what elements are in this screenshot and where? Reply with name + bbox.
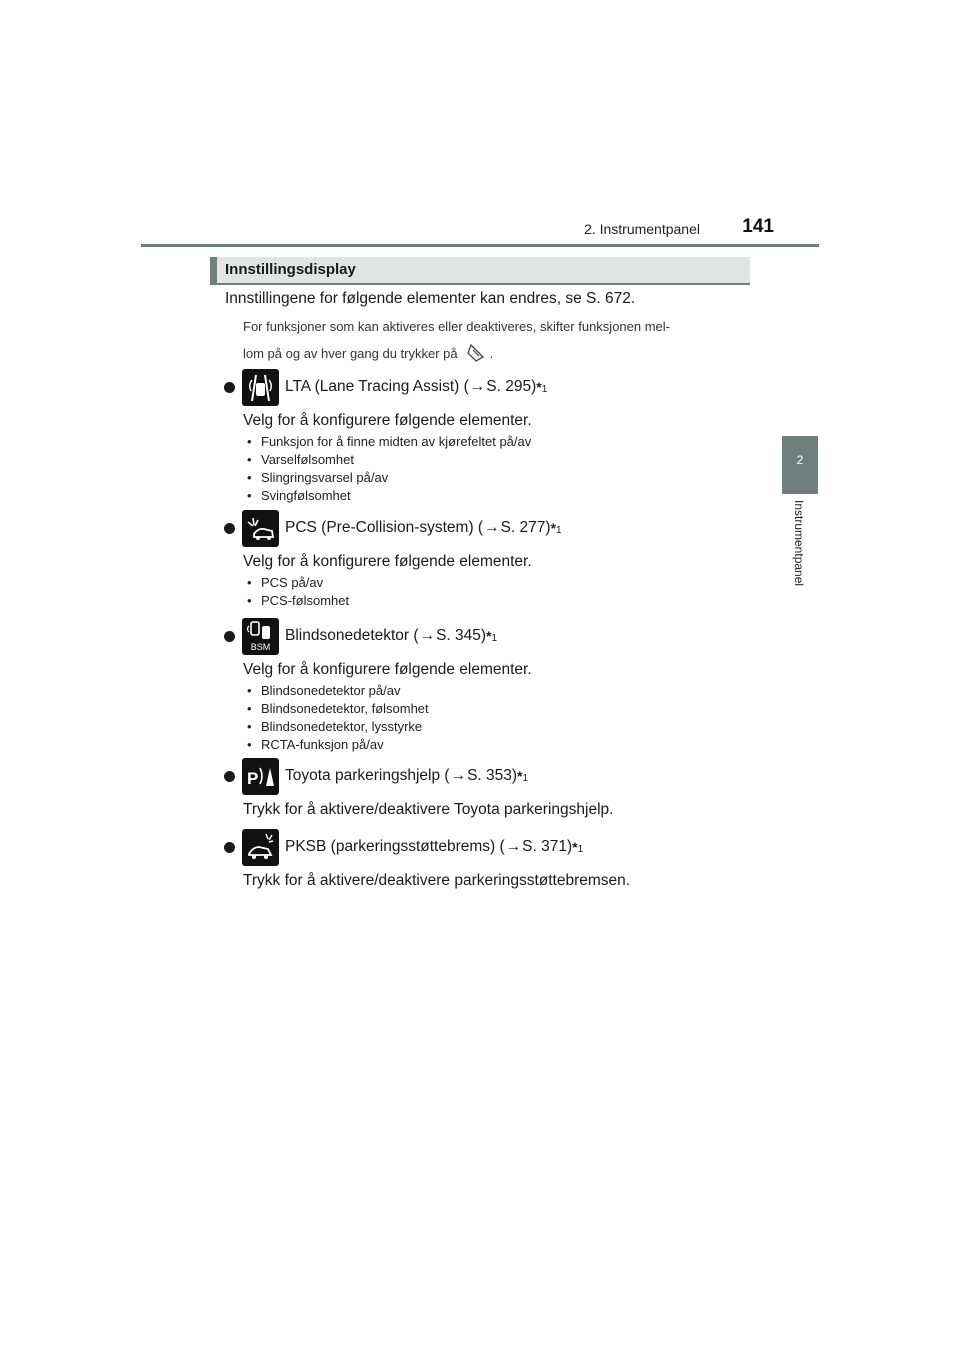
chapter-number: 2 [796, 453, 804, 467]
bullet [224, 382, 235, 393]
bullet [224, 523, 235, 534]
bullet [224, 842, 235, 853]
item-description: Velg for å konfigurere følgende elementer. [243, 661, 532, 678]
list-item-parking-assist: P Toyota parkeringshjelp ( → S. 353) *1 Trykk for å aktivere/deaktivere Toyota parkeringshjelp. [224, 757, 764, 819]
svg-text:P: P [247, 768, 259, 788]
note-line-2: lom på og av hver gang du trykker på . [243, 343, 763, 363]
touch-control-icon [466, 343, 486, 363]
note-line-1: For funksjoner som kan aktiveres eller deaktiveres, skifter funksjonen mel- [243, 319, 671, 334]
sub-list [243, 682, 764, 754]
list-item-lta: LTA (Lane Tracing Assist) ( → S. 295) *1 Velg for å konfigurere følgende elementer. • Funksjon for å finne midten av kjørefeltet på/av • Varselfølsomhet • Slingringsvarsel på/av • Svingfølsomhet [224, 368, 764, 505]
sub-list [243, 574, 764, 610]
bullet [224, 631, 235, 642]
blind-spot-icon [242, 618, 279, 655]
parking-brake-support-icon [242, 829, 279, 866]
parking-assist-icon [242, 758, 279, 795]
lane-tracing-icon [242, 369, 279, 406]
list-item-pcs: PCS (Pre-Collision-system) ( → S. 277) *1 Velg for å konfigurere følgende elementer. • PCS på/av • PCS-følsomhet [224, 509, 764, 610]
sub-item: • Blindsonedetektor på/av [243, 682, 764, 700]
item-description: Velg for å konfigurere følgende elementer. [243, 553, 532, 570]
chapter-tab[interactable] [782, 436, 818, 494]
sub-item: • PCS-følsomhet [243, 592, 764, 610]
page-number: 141 [742, 216, 774, 237]
sub-item: • Blindsonedetektor, lysstyrke [243, 718, 764, 736]
sub-item: • RCTA-funksjon på/av [243, 736, 764, 754]
intro-text: Innstillingene for følgende elementer kan endres, se S. 672. [225, 290, 636, 307]
header-section-title: 2. Instrumentpanel [584, 221, 700, 237]
sub-item: • Varselfølsomhet [243, 451, 764, 469]
svg-text:BSM: BSM [250, 641, 271, 652]
section-title: Innstillingsdisplay [225, 261, 356, 278]
list-item-blind-spot: BSM Blindsonedetektor ( → S. 345) *1 Velg for å konfigurere følgende elementer. • Blindsonedetektor på/av • Blindsonedetektor, følsomhet • Blindsonedetektor, lysstyrke • RCTA-funksjon på/av [224, 617, 764, 754]
item-description: Velg for å konfigurere følgende elementer. [243, 412, 532, 429]
pre-collision-icon [242, 510, 279, 547]
sub-item: • PCS på/av [243, 574, 764, 592]
list-item-pksb: PKSB (parkeringsstøttebrems) ( → S. 371) *1 Trykk for å aktivere/deaktivere parkeringsstøttebremsen. [224, 828, 764, 890]
sub-item: • Slingringsvarsel på/av [243, 469, 764, 487]
sub-list [243, 433, 764, 505]
section-heading [210, 257, 750, 285]
item-description: Trykk for å aktivere/deaktivere Toyota parkeringshjelp. [243, 801, 614, 818]
header-rule [141, 244, 819, 247]
sub-item: • Svingfølsomhet [243, 487, 764, 505]
sub-item: • Blindsonedetektor, følsomhet [243, 700, 764, 718]
item-description: Trykk for å aktivere/deaktivere parkeringsstøttebremsen. [243, 872, 631, 889]
chapter-label: Instrumentpanel [792, 500, 806, 587]
bullet [224, 771, 235, 782]
sub-item: • Funksjon for å finne midten av kjørefeltet på/av [243, 433, 764, 451]
